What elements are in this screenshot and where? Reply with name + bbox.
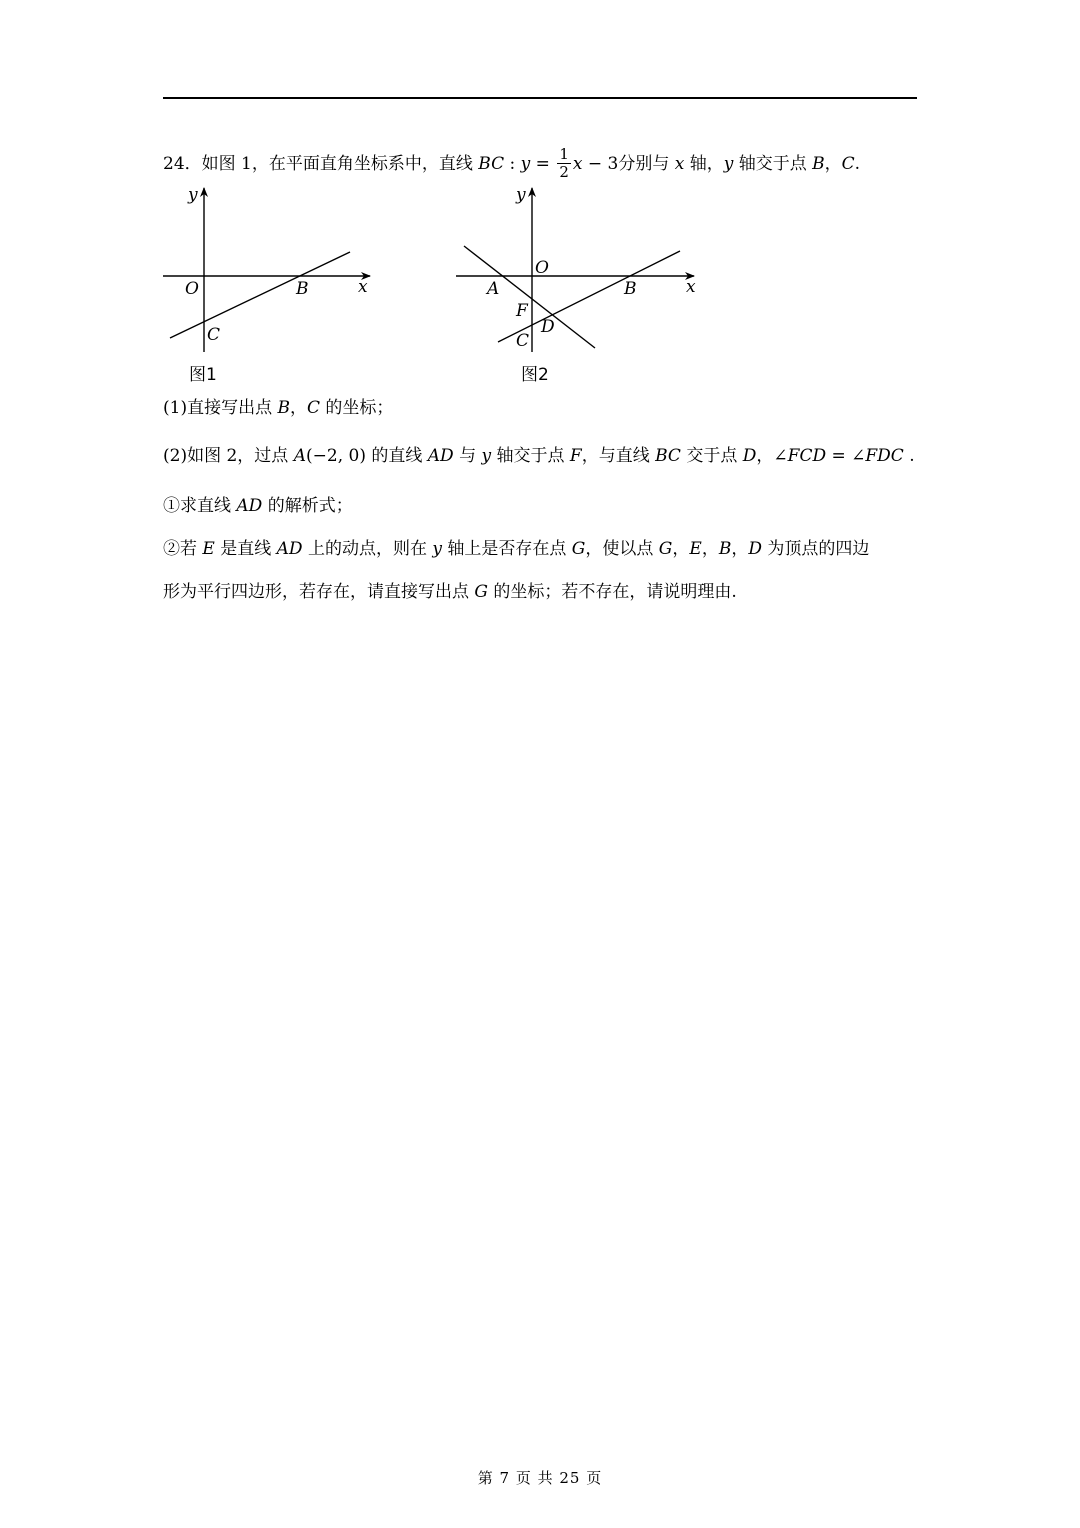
label-y: y [188, 185, 198, 205]
figure-1 [160, 180, 380, 360]
part-2: (2)如图 2，过点 A(−2, 0) 的直线 AD 与 y 轴交于点 F，与直线 BC 交于点 D，∠FCD = ∠FDC . [163, 446, 915, 466]
line-bc [498, 251, 680, 342]
part-2-2: ②若 E 是直线 AD 上的动点，则在 y 轴上是否存在点 G，使以点 G，E，B，D 为顶点的四边 [163, 539, 870, 559]
question-statement: 24．如图 1，在平面直角坐标系中，直线 BC : y = $\frac{1}{2}$ x − 3分别与 x 轴，y 轴交于点 B，C. [163, 145, 861, 181]
figure-1-caption: 图1 [189, 365, 217, 385]
label-b: B [624, 279, 637, 299]
label-f: F [516, 301, 528, 321]
label-y: y [516, 185, 526, 205]
label-o: O [535, 258, 549, 278]
header-rule [163, 97, 917, 99]
question-number: 24． [163, 154, 202, 174]
fraction-one-half: $\frac{1}{2}$ [559, 145, 569, 181]
page-footer: 第 7 页 共 25 页 [477, 1469, 603, 1487]
line-ad [464, 246, 595, 348]
part-2-2-continued: 形为平行四边形，若存在，请直接写出点 G 的坐标；若不存在，请说明理由. [163, 582, 737, 602]
label-c: C [207, 325, 221, 345]
part-2-1: ①求直线 AD 的解析式； [163, 496, 353, 516]
label-d: D [541, 317, 555, 337]
label-b: B [296, 279, 309, 299]
figure-2 [450, 180, 710, 360]
label-x: x [358, 277, 368, 297]
figure-2-caption: 图2 [521, 365, 549, 385]
figure-2-diagram [450, 180, 710, 360]
figure-1-diagram [160, 180, 380, 360]
label-a: A [487, 279, 500, 299]
label-c: C [516, 331, 530, 351]
label-o: O [185, 279, 199, 299]
part-1: (1)直接写出点 B，C 的坐标； [163, 398, 394, 418]
label-x: x [686, 277, 696, 297]
